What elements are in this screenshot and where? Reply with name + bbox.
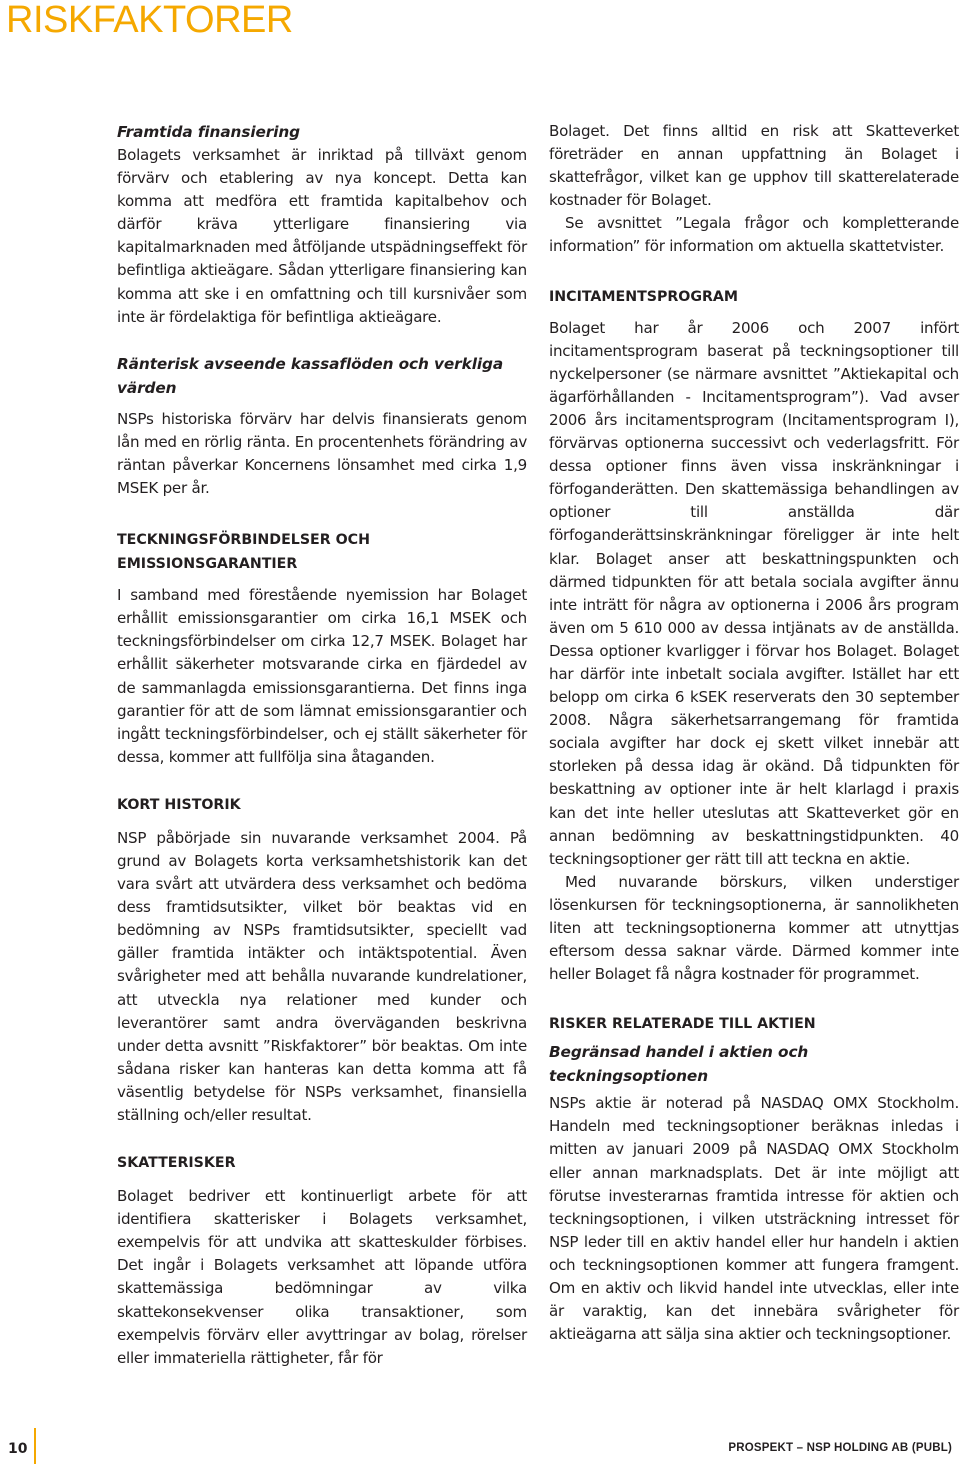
section-heading-incitamentsprogram: INCITAMENTSPROGRAM — [549, 288, 739, 305]
paragraph-ranterisk: NSPs historiska förvärv har delvis finansierats genom lån med en rörlig ränta. En procentenhets förändring av räntan påverkar Koncernens lönsamhet med cirka 1,9 MSEK per år. — [117, 409, 527, 498]
section-heading-skatterisker: SKATTERISKER — [117, 1155, 236, 1172]
right-column — [549, 120, 959, 1346]
paragraph-teckningsforbindelser: I samband med förestående nyemission har Bolaget erhållit emissionsgarantier om cirka 16,1 MSEK och teckningsförbindelser om cirka 12,7 MSEK. Bolaget har erhållit säkerheter motsvarande cirka en fjärdedel av de sammanlagda emissionsgarantierna. Det finns inga garantier för att de som lämnat emissionsgarantier och ingått teckningsförbindelser, och ej ställt säkerheter för dessa, kommer att fullfölja sina åtaganden. — [117, 586, 527, 766]
subheading-begransad-handel: Begränsad handel i aktien och teckningsoptionen — [549, 1043, 809, 1086]
paragraph-skatterisker-continued: Bolaget. Det finns alltid en risk att Skatteverket företräder en annan uppfattning än Bolaget i skattefrågor, vilket kan ge upphov till skatterelaterade kostnader för Bolaget. — [549, 122, 959, 210]
section-heading-teckningsforbindelser: TECKNINGSFÖRBINDELSER OCH EMISSIONSGARANTIER — [117, 532, 370, 573]
paragraph-begransad-handel: NSPs aktie är noterad på NASDAQ OMX Stockholm. Handeln med teckningsoptioner beräknas inledas i mitten av januari 2009 på NASDAQ OMX Stockholm eller annan marknadsplats. Det är inte möjligt att förutse investerarnas framtida intresse för aktien och teckningsoptionen, i vilken utsträckning intresset för NSP leder till en aktiv handel eller hur handeln i aktien och teckningsoptionen kommer att fungera framgent. Om en aktiv och likvid handel inte utvecklas, eller inte är varaktig, kan det innebära svårigheter för aktieägarna att sälja sina aktier och teckningsoptioner. — [549, 1094, 959, 1344]
footer-publication: PROSPEKT – NSP HOLDING AB (PUBL) — [728, 1442, 952, 1454]
paragraph-incitamentsprogram: Bolaget har år 2006 och 2007 infört incitamentsprogram baserat på teckningsoptioner till nyckelpersoner (se närmare avsnittet ”Aktiekapital och ägarförhållanden - Incitamentsprogram”). Vad avser 2006 års incitamentsprogram (Incitamentsprogram I), förvärvas optionerna successivt och vederlagsfritt. För dessa optioner finns även vissa inskränkningar i förfoganderätten. Den skattemässiga behandlingen av optioner till anställda där förfoganderättsinskränkningar föreligger är inte helt klar. Bolaget anser att beskattningspunkten och därmed tidpunkten för att betala sociala avgifter ännu inte inträtt för några av optionerna i 2006 års program även om 5 610 000 av dessa intjänats av de anställda. Dessa optioner kvarligger i förvar hos Bolaget. Bolaget har därför inte inbetalt sociala avgifter. Istället har ett belopp om cirka 6 kSEK reserverats den 30 september 2008. Några säkerhetsarrangemang för framtida sociala avgifter har dock ej skett vilket innebär att storleken på dessa idag är okänd. Då tidpunkten för beskattning av optioner inte är helt klarlagd i praxis kan det inte heller uteslutas att Skatteverket gör en annan bedömning av beskattningstidpunkten. 40 teckningsoptioner ger rätt till att teckna en aktie. — [549, 318, 959, 868]
paragraph-skattetvister: Se avsnittet ”Legala frågor och kompletterande information” för information om aktuella skattetvister. — [549, 214, 959, 256]
page-title: RISKFAKTORER — [6, 0, 293, 41]
section-heading-risker-aktien: RISKER RELATERADE TILL AKTIEN — [549, 1016, 816, 1033]
footer-divider — [34, 1428, 36, 1464]
left-column — [117, 120, 527, 1370]
paragraph-kort-historik: NSP påbörjade sin nuvarande verksamhet 2004. På grund av Bolagets korta verksamhetshistorik kan det vara svårt att utvärdera dess verksamhet och bedöma dess framtidsutsikter, vilket bör beaktas vid en bedömning av NSPs framtidsutsikter, speciellt vad gäller framtida intäkter och intäktspotential. Även svårigheter med att behålla nuvarande kundrelationer, att utveckla nya relationer med kunder och leverantörer samt andra överväganden beskrivna under detta avsnitt ”Riskfaktorer” bör beaktas. Om inte sådana risker kan hanteras kan detta komma att få väsentlig betydelse för NSPs verksamhet, finansiella ställning och/eller resultat. — [117, 828, 527, 1124]
paragraph-framtida-finansiering: Bolagets verksamhet är inriktad på tillväxt genom förvärv och etablering av nya koncept. Detta kan komma att medföra ett framtida kapitalbehov och därför kräva ytterligare finansiering via kapitalmarknaden med åtföljande utspädningseffekt för befintliga aktieägare. Sådan ytterligare finansiering kan komma att ske i en omfattning och till kursnivåer som inte är fördelaktiga för befintliga aktieägare. — [117, 146, 527, 326]
section-heading-ranterisk: Ränterisk avseende kassaflöden och verkliga värden — [117, 354, 504, 397]
paragraph-borskurs: Med nuvarande börskurs, vilken understiger lösenkursen för teckningsoptionerna, är sannolikheten liten att teckningsoptionerna kommer att utnyttjas eftersom dessa saknar värde. Därmed kommer inte heller Bolaget få några kostnader för programmet. — [549, 872, 959, 984]
page-number: 10 — [8, 1441, 28, 1457]
section-heading-kort-historik: KORT HISTORIK — [117, 796, 241, 813]
section-heading-framtida-finansiering: Framtida finansiering — [117, 123, 300, 141]
paragraph-skatterisker: Bolaget bedriver ett kontinuerligt arbete för att identifiera skatterisker i Bolagets verksamhet, exempelvis för att undvika att skatteskulder förbises. Det ingår i Bolagets verksamhet att löpande utföra skattemässiga bedömningar av vilka skattekonsekvenser olika transaktioner, som exempelvis förvärv eller avyttringar av bolag, rörelser eller immateriella rättigheter, får för — [117, 1187, 527, 1367]
